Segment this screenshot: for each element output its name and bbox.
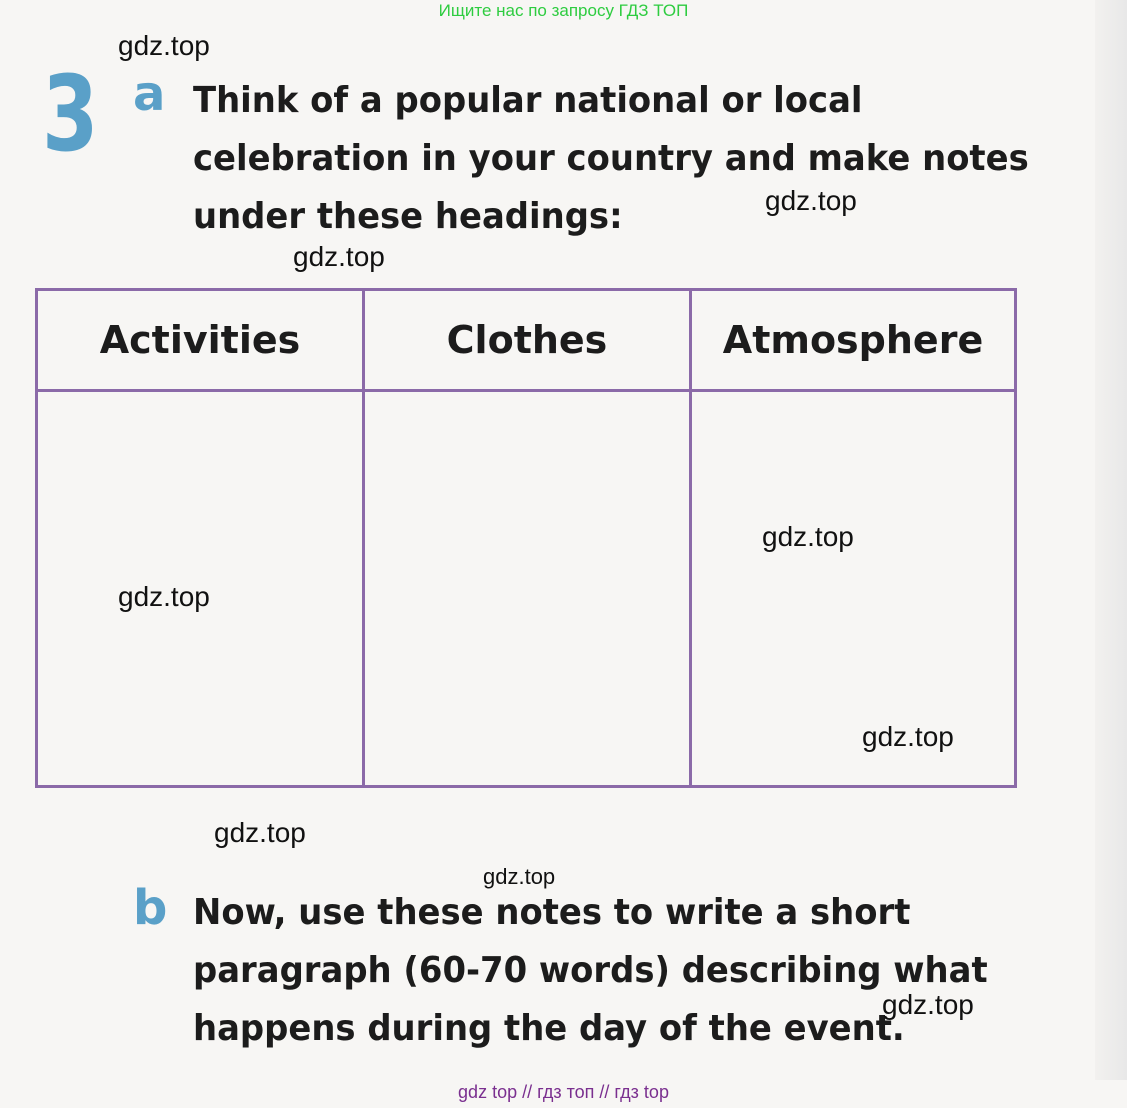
- part-b-instructions: [193, 884, 988, 1058]
- watermark: gdz.top: [483, 864, 556, 889]
- watermark: gdz.top: [882, 989, 974, 1020]
- clothes-notes-cell: [365, 392, 692, 785]
- watermark: gdz.top: [765, 185, 857, 216]
- page-edge-shadow: [1095, 0, 1127, 1080]
- part-b-letter: b: [133, 880, 168, 936]
- watermark: gdz.top: [762, 521, 854, 552]
- top-banner[interactable]: Ищите нас по запросу ГДЗ ТОП: [438, 1, 689, 20]
- watermark: gdz.top: [118, 581, 210, 612]
- watermark: gdz.top: [862, 721, 954, 752]
- notes-table: [35, 288, 1017, 788]
- footer-links[interactable]: gdz top // гдз топ // гдз top: [458, 1082, 669, 1102]
- exercise-number: 3: [42, 53, 99, 175]
- part-a-letter: a: [133, 66, 166, 122]
- part-a-line: Think of a popular national or local: [193, 80, 863, 121]
- watermark: gdz.top: [293, 241, 385, 272]
- header-atmosphere: Atmosphere: [692, 291, 1014, 392]
- watermark: gdz.top: [214, 817, 306, 848]
- part-b-line: Now, use these notes to write a short: [193, 892, 911, 933]
- header-activities: Activities: [38, 291, 365, 392]
- part-b-line: paragraph (60-70 words) describing what: [193, 950, 988, 991]
- header-clothes: Clothes: [365, 291, 692, 392]
- part-a-line: celebration in your country and make notes: [193, 138, 1029, 179]
- part-a-instructions: [193, 72, 1029, 246]
- atmosphere-notes-cell: [692, 392, 1014, 785]
- part-b-line: happens during the day of the event.: [193, 1008, 905, 1049]
- watermark: gdz.top: [118, 30, 210, 61]
- part-a-line: under these headings:: [193, 196, 623, 237]
